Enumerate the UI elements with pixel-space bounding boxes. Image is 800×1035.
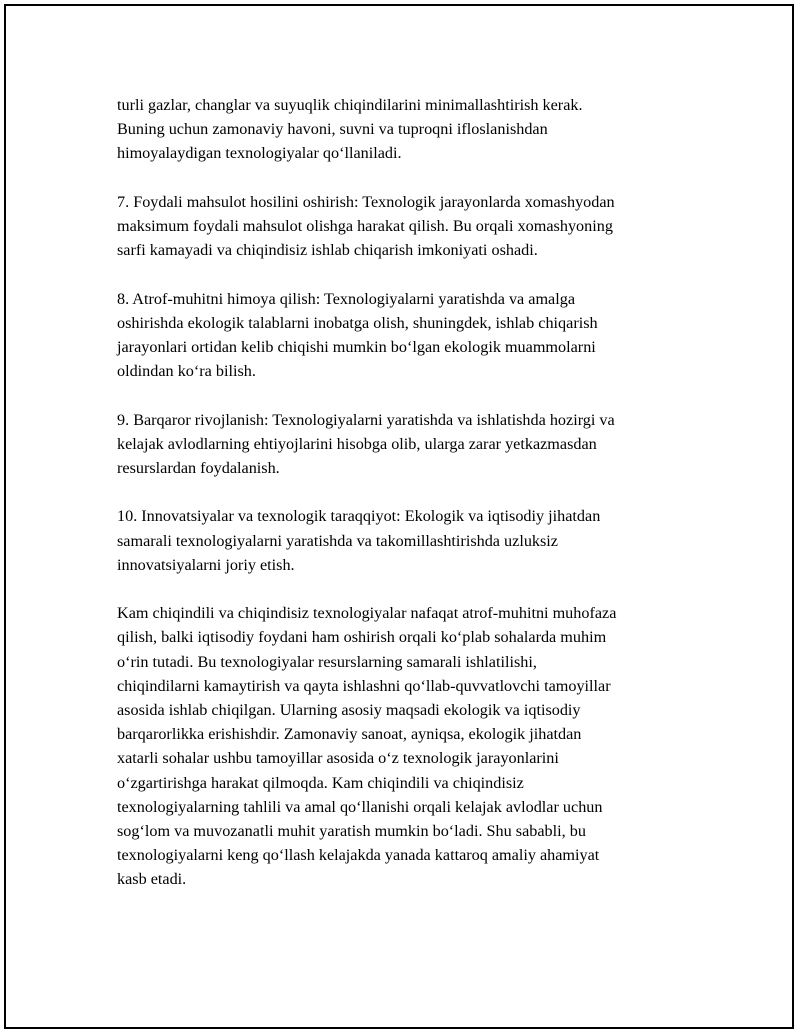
text-line: 7. Foydali mahsulot hosilini oshirish: Texnologik jarayonlarda xomashyodan xyxy=(117,192,615,211)
text-line: qilish, balki iqtisodiy foydani ham oshirish orqali ko‘plab sohalarda muhim xyxy=(117,628,607,647)
paragraph-intro-continuation xyxy=(117,93,697,166)
text-line: 9. Barqaror rivojlanish: Texnologiyalarni yaratishda va ishlatishda hozirgi va xyxy=(117,410,615,429)
text-line: xatarli sohalar ushbu tamoyillar asosida o‘z texnologik jarayonlarini xyxy=(117,749,559,768)
text-line: texnologiyalarni keng qo‘llash kelajakda yanada kattaroq amaliy ahamiyat xyxy=(117,846,600,865)
text-line: barqarorlikka erishishdir. Zamonaviy sanoat, ayniqsa, ekologik jihatdan xyxy=(117,725,582,744)
text-line: texnologiyalarning tahlili va amal qo‘llanishi orqali kelajak avlodlar uchun xyxy=(117,797,603,816)
paragraph-item-9 xyxy=(117,408,697,481)
text-line: oldindan ko‘ra bilish. xyxy=(117,362,256,381)
text-line: maksimum foydali mahsulot olishga harakat qilish. Bu orqali xomashyoning xyxy=(117,217,613,235)
text-line: turli gazlar, changlar va suyuqlik chiqindilarini minimallashtirish kerak. xyxy=(117,96,583,114)
text-line: sog‘lom va muvozanatli muhit yaratish mumkin bo‘ladi. Shu sababli, bu xyxy=(117,822,586,841)
text-line: himoyalaydigan texnologiyalar qo‘llaniladi. xyxy=(117,144,402,163)
document-body xyxy=(117,93,697,916)
text-line: o‘rin tutadi. Bu texnologiyalar resurslarning samarali ishlatilishi, xyxy=(117,652,537,671)
text-line: asosida ishlab chiqilgan. Ularning asosiy maqsadi ekologik va iqtisodiy xyxy=(117,701,581,719)
text-line: Buning uchun zamonaviy havoni, suvni va tuproqni ifloslanishdan xyxy=(117,120,548,139)
paragraph-item-8 xyxy=(117,287,697,384)
text-line: kelajak avlodlarning ehtiyojlarini hisobga olib, ularga zarar yetkazmasdan xyxy=(117,434,597,453)
text-line: jarayonlari ortidan kelib chiqishi mumkin bo‘lgan ekologik muammolarni xyxy=(117,338,596,356)
paragraph-conclusion xyxy=(117,601,697,891)
text-line: resurslardan foydalanish. xyxy=(117,459,280,477)
text-line: Kam chiqindili va chiqindisiz texnologiyalar nafaqat atrof-muhitni muhofaza xyxy=(117,604,617,623)
text-line: o‘zgartirishga harakat qilmoqda. Kam chiqindili va chiqindisiz xyxy=(117,773,524,792)
paragraph-item-10 xyxy=(117,504,697,577)
text-line: samarali texnologiyalarni yaratishda va takomillashtirishda uzluksiz xyxy=(117,531,558,550)
text-line: kasb etadi. xyxy=(117,870,187,889)
text-line: chiqindilarni kamaytirish va qayta ishlashni qo‘llab-quvvatlovchi tamoyillar xyxy=(117,676,611,695)
text-line: oshirishda ekologik talablarni inobatga olish, shuningdek, ishlab chiqarish xyxy=(117,313,598,332)
text-line: 10. Innovatsiyalar va texnologik taraqqiyot: Ekologik va iqtisodiy jihatdan xyxy=(117,507,601,526)
text-line: 8. Atrof-muhitni himoya qilish: Texnologiyalarni yaratishda va amalga xyxy=(117,289,576,308)
text-line: innovatsiyalarni joriy etish. xyxy=(117,555,295,574)
text-line: sarfi kamayadi va chiqindisiz ishlab chiqarish imkoniyati oshadi. xyxy=(117,241,538,260)
paragraph-item-7 xyxy=(117,190,697,263)
